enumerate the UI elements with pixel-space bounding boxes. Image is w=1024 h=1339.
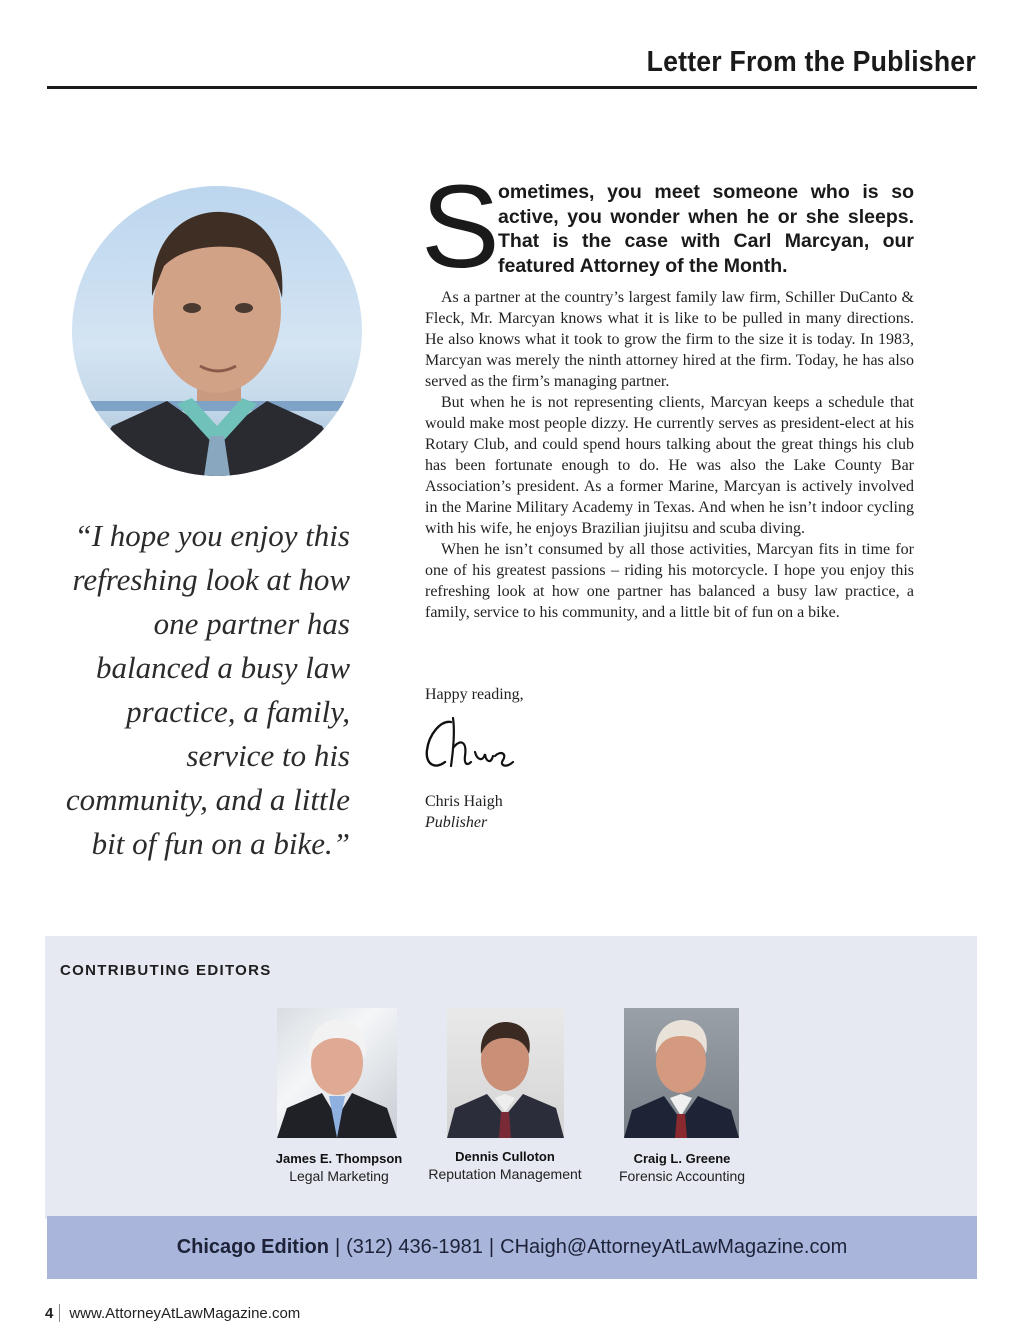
editor-role: Reputation Management: [428, 1166, 582, 1182]
drop-cap: S: [421, 161, 500, 293]
article-paragraph: But when he is not representing clients, Marcyan keeps a schedule that would make most people dizzy. He currently serves as president-elect at his Rotary Club, and could spend hours talking about the great things his club has been fortunate enough to do. He was also the Lake County Bar Association’s president. As a former Marine, Marcyan is actively involved in the Marine Military Academy in Texas. And when he isn’t indoor cycling with his wife, he enjoys Brazilian jiujitsu and scuba diving.: [425, 394, 914, 537]
website-link[interactable]: www.AttorneyAtLawMagazine.com: [69, 1304, 301, 1322]
article-body: [425, 287, 914, 623]
page-title: Letter From the Publisher: [646, 46, 976, 78]
editor-role: Legal Marketing: [289, 1168, 389, 1184]
editor-name: James E. Thompson: [275, 1151, 403, 1166]
pull-quote: “I hope you enjoy this refreshing look at how one partner has balanced a busy law practice, a family, service to his community, and a little bit of fun on a bike.”: [65, 518, 350, 861]
contact-bar: [47, 1216, 977, 1279]
separator: |: [488, 1236, 495, 1258]
page-number: 4: [45, 1304, 54, 1322]
contact-email-link[interactable]: CHaigh@AttorneyAtLawMagazine.com: [500, 1236, 848, 1258]
article-lead: ometimes, you meet someone who is so active, you wonder when he or she sleeps. That is the case with Carl Marcyan, our featured Attorney of the Month.: [498, 181, 914, 277]
contributing-editors-heading: CONTRIBUTING EDITORS: [60, 962, 272, 979]
featured-portrait-photo: [72, 186, 362, 476]
editor-photo: [277, 1008, 397, 1138]
page-footer: [45, 1304, 300, 1322]
footer-divider: [59, 1304, 60, 1322]
editor-photo: [624, 1008, 739, 1138]
signer-title: Publisher: [425, 814, 488, 831]
article-paragraph: When he isn’t consumed by all those activities, Marcyan fits in time for one of his greatest passions – riding his motorcycle. I hope you enjoy this refreshing look at how one partner has balanced a busy law practice, a family, service to his community, and a little bit of fun on a bike.: [425, 541, 914, 621]
handwritten-signature: [423, 712, 515, 774]
editor-name: Craig L. Greene: [633, 1151, 731, 1166]
contact-phone[interactable]: (312) 436-1981: [346, 1236, 483, 1258]
editor-name: Dennis Culloton: [455, 1149, 555, 1164]
editor-role: Forensic Accounting: [618, 1168, 746, 1184]
edition-name: Chicago Edition: [176, 1236, 329, 1258]
article-paragraph: As a partner at the country’s largest family law firm, Schiller DuCanto & Fleck, Mr. Marcyan knows what it is like to be pulled in many directions. He also knows what it took to grow the firm to the size it is today. In 1983, Marcyan was merely the ninth attorney hired at the firm. Today, he has also served as the firm’s managing partner.: [425, 289, 914, 390]
editor-photo: [447, 1008, 564, 1138]
header-rule: [47, 86, 977, 89]
signer-name: Chris Haigh: [425, 793, 503, 810]
separator: |: [334, 1236, 341, 1258]
closing-greeting: Happy reading,: [425, 686, 524, 703]
